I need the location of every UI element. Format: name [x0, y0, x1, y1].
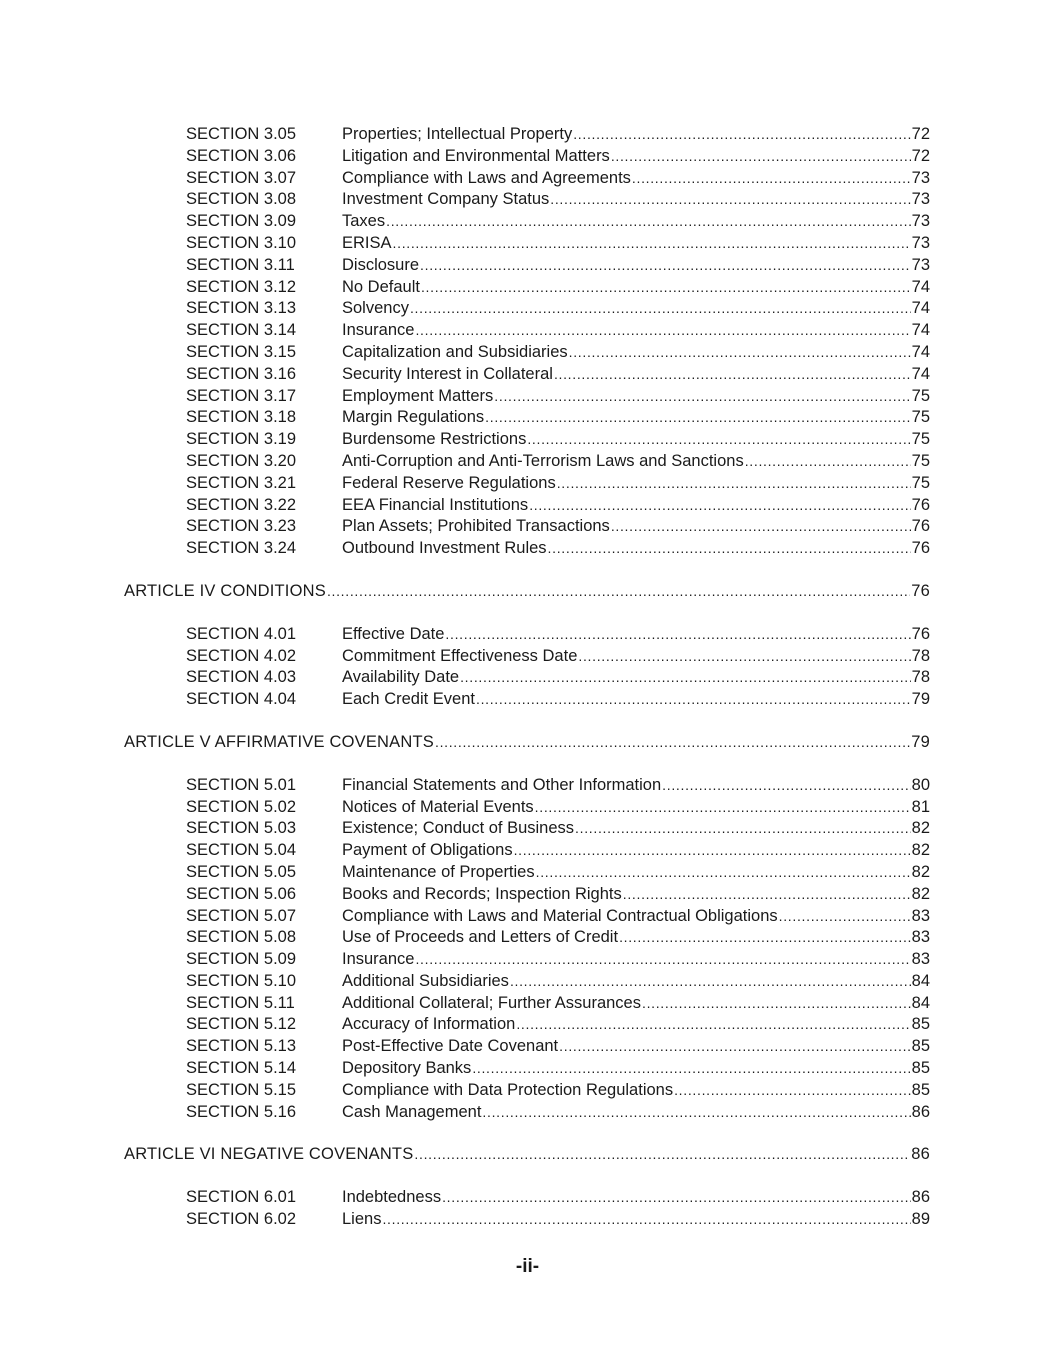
section-title: Compliance with Data Protection Regulations [342, 1080, 674, 1099]
toc-section-row[interactable] [0, 255, 1055, 277]
dot-leader [435, 732, 910, 754]
section-title: Notices of Material Events [342, 797, 534, 816]
section-page: 74 [911, 277, 930, 296]
section-number: SECTION 5.12 [186, 1015, 297, 1034]
section-entry [342, 862, 930, 884]
dot-leader [557, 473, 911, 495]
section-entry [342, 1187, 930, 1209]
section-title: Investment Company Status [342, 190, 550, 209]
dot-leader [632, 168, 911, 190]
dot-leader [410, 298, 911, 320]
section-title: No Default [342, 277, 420, 296]
section-page: 82 [911, 819, 930, 838]
table-of-contents [0, 124, 1055, 1231]
section-entry [342, 364, 930, 386]
section-number: SECTION 4.04 [186, 690, 297, 709]
toc-section-row[interactable] [0, 168, 1055, 190]
dot-leader [472, 1058, 910, 1080]
dot-leader [327, 581, 910, 603]
article-heading-5[interactable] [0, 732, 1055, 754]
section-group-article-6 [0, 1187, 1055, 1231]
dot-leader [674, 1080, 911, 1102]
section-title: Employment Matters [342, 386, 494, 405]
toc-section-row[interactable] [0, 277, 1055, 299]
section-title: Each Credit Event [342, 690, 475, 709]
toc-section-row[interactable] [0, 1187, 1055, 1209]
section-page: 72 [911, 146, 930, 165]
section-title: Federal Reserve Regulations [342, 473, 556, 492]
section-title: Availability Date [342, 668, 460, 687]
section-page: 73 [911, 212, 930, 231]
toc-section-row[interactable] [0, 211, 1055, 233]
page-number: -ii- [515, 1256, 540, 1277]
section-page: 75 [911, 451, 930, 470]
section-entry [342, 320, 930, 342]
spacer [0, 754, 1055, 775]
section-page: 76 [911, 495, 930, 514]
toc-section-row[interactable] [0, 298, 1055, 320]
section-title: Additional Collateral; Further Assurances [342, 993, 641, 1012]
section-entry [342, 775, 930, 797]
toc-section-row[interactable] [0, 386, 1055, 408]
section-page: 78 [911, 668, 930, 687]
spacer [0, 711, 1055, 732]
section-entry [342, 667, 930, 689]
section-page: 81 [911, 797, 930, 816]
section-title: Effective Date [342, 624, 445, 643]
dot-leader [420, 255, 911, 277]
section-entry [342, 1080, 930, 1102]
section-number: SECTION 5.07 [186, 906, 297, 925]
section-number: SECTION 3.19 [186, 430, 297, 449]
toc-section-row[interactable] [0, 993, 1055, 1015]
section-page: 75 [911, 473, 930, 492]
toc-section-row[interactable] [0, 516, 1055, 538]
section-page: 74 [911, 321, 930, 340]
dot-leader [485, 407, 910, 429]
toc-section-row[interactable] [0, 1080, 1055, 1102]
dot-leader [569, 342, 911, 364]
toc-section-row[interactable] [0, 646, 1055, 668]
section-number: SECTION 5.03 [186, 819, 297, 838]
section-number: SECTION 3.10 [186, 233, 297, 252]
toc-section-row[interactable] [0, 906, 1055, 928]
section-title: Litigation and Environmental Matters [342, 146, 610, 165]
toc-section-row[interactable] [0, 1102, 1055, 1124]
dot-leader [514, 840, 911, 862]
section-entry [342, 473, 930, 495]
spacer [0, 1123, 1055, 1144]
article-heading-6[interactable] [0, 1144, 1055, 1166]
section-number: SECTION 5.16 [186, 1102, 297, 1121]
section-number: SECTION 4.01 [186, 624, 297, 643]
dot-leader [386, 211, 911, 233]
section-entry [342, 538, 930, 560]
article-page: 76 [911, 581, 930, 600]
dot-leader [516, 1014, 910, 1036]
dot-leader [442, 1187, 911, 1209]
section-page: 75 [911, 386, 930, 405]
section-page: 83 [911, 928, 930, 947]
article-page: 86 [911, 1145, 930, 1164]
section-number: SECTION 4.02 [186, 646, 297, 665]
section-number: SECTION 3.15 [186, 342, 297, 361]
section-number: SECTION 5.01 [186, 775, 297, 794]
section-entry [342, 124, 930, 146]
dot-leader [460, 667, 911, 689]
section-entry [342, 516, 930, 538]
toc-section-row[interactable] [0, 189, 1055, 211]
section-entry [342, 971, 930, 993]
article-heading-4[interactable] [0, 581, 1055, 603]
section-group-article-4 [0, 624, 1055, 711]
dot-leader [611, 146, 911, 168]
dot-leader [642, 993, 911, 1015]
section-entry [342, 1102, 930, 1124]
section-title: Depository Banks [342, 1059, 472, 1078]
section-entry [342, 298, 930, 320]
dot-leader [554, 364, 911, 386]
section-page: 83 [911, 906, 930, 925]
section-page: 86 [911, 1102, 930, 1121]
section-entry [342, 797, 930, 819]
section-page: 85 [911, 1015, 930, 1034]
dot-leader [548, 538, 911, 560]
section-page: 79 [911, 690, 930, 709]
section-entry [342, 189, 930, 211]
toc-section-row[interactable] [0, 1014, 1055, 1036]
section-title: Anti-Corruption and Anti-Terrorism Laws and Sanctions [342, 451, 744, 470]
section-entry [342, 168, 930, 190]
toc-section-row[interactable] [0, 538, 1055, 560]
section-number: SECTION 3.06 [186, 146, 297, 165]
toc-section-row[interactable] [0, 342, 1055, 364]
section-title: ERISA [342, 233, 392, 252]
section-page: 75 [911, 430, 930, 449]
dot-leader [619, 927, 911, 949]
section-page: 73 [911, 233, 930, 252]
dot-leader [573, 124, 910, 146]
dot-leader [482, 1102, 910, 1124]
spacer [0, 1166, 1055, 1187]
dot-leader [527, 429, 910, 451]
section-title: EEA Financial Institutions [342, 495, 529, 514]
dot-leader [510, 971, 911, 993]
section-entry [342, 1036, 930, 1058]
section-number: SECTION 3.20 [186, 451, 297, 470]
section-entry [342, 1014, 930, 1036]
section-number: SECTION 3.21 [186, 473, 297, 492]
section-number: SECTION 5.09 [186, 950, 297, 969]
section-page: 84 [911, 993, 930, 1012]
toc-section-row[interactable] [0, 818, 1055, 840]
section-page: 76 [911, 624, 930, 643]
section-number: SECTION 5.04 [186, 841, 297, 860]
article-title: ARTICLE VI NEGATIVE COVENANTS [124, 1145, 414, 1164]
section-title: Cash Management [342, 1102, 482, 1121]
section-number: SECTION 3.07 [186, 168, 297, 187]
dot-leader [779, 906, 911, 928]
article-title: ARTICLE V AFFIRMATIVE COVENANTS [124, 732, 434, 751]
section-entry [342, 495, 930, 517]
toc-section-row[interactable] [0, 862, 1055, 884]
dot-leader [414, 1144, 910, 1166]
section-entry [342, 840, 930, 862]
toc-section-row[interactable] [0, 927, 1055, 949]
section-title: Burdensome Restrictions [342, 430, 527, 449]
section-number: SECTION 3.05 [186, 125, 297, 143]
dot-leader [559, 1036, 910, 1058]
section-number: SECTION 3.24 [186, 539, 297, 558]
toc-section-row[interactable] [0, 971, 1055, 993]
section-entry [342, 429, 930, 451]
section-entry [342, 255, 930, 277]
section-entry [342, 233, 930, 255]
section-title: Financial Statements and Other Information [342, 775, 662, 794]
section-number: SECTION 5.14 [186, 1059, 297, 1078]
section-number: SECTION 3.11 [186, 255, 295, 274]
section-number: SECTION 3.22 [186, 495, 297, 514]
section-number: SECTION 3.14 [186, 321, 297, 340]
section-entry [342, 884, 930, 906]
section-entry [342, 927, 930, 949]
section-title: Plan Assets; Prohibited Transactions [342, 517, 610, 536]
section-title: Commitment Effectiveness Date [342, 646, 578, 665]
section-number: SECTION 6.01 [186, 1188, 297, 1207]
toc-section-row[interactable] [0, 884, 1055, 906]
toc-section-row[interactable] [0, 667, 1055, 689]
section-number: SECTION 3.16 [186, 364, 297, 383]
section-page: 73 [911, 168, 930, 187]
section-number: SECTION 5.15 [186, 1080, 297, 1099]
dot-leader [578, 646, 910, 668]
toc-section-row[interactable] [0, 1209, 1055, 1231]
section-entry [342, 646, 930, 668]
section-page: 72 [911, 125, 930, 143]
toc-section-row[interactable] [0, 1058, 1055, 1080]
section-number: SECTION 3.18 [186, 408, 297, 427]
section-title: Properties; Intellectual Property [342, 125, 573, 143]
section-page: 83 [911, 950, 930, 969]
toc-section-row[interactable] [0, 797, 1055, 819]
section-page: 85 [911, 1059, 930, 1078]
section-entry [342, 342, 930, 364]
toc-section-row[interactable] [0, 949, 1055, 971]
section-page: 86 [911, 1188, 930, 1207]
section-page: 85 [911, 1080, 930, 1099]
section-page: 89 [911, 1210, 930, 1229]
section-page: 75 [911, 408, 930, 427]
section-number: SECTION 3.13 [186, 299, 297, 318]
section-group-article-3 [0, 124, 1055, 560]
spacer [0, 603, 1055, 624]
section-entry [342, 1209, 930, 1231]
section-page: 73 [911, 255, 930, 274]
section-title: Capitalization and Subsidiaries [342, 342, 568, 361]
dot-leader [536, 862, 911, 884]
dot-leader [421, 277, 911, 299]
section-page: 76 [911, 517, 930, 536]
toc-section-row[interactable] [0, 407, 1055, 429]
article-title: ARTICLE IV CONDITIONS [124, 581, 326, 600]
section-title: Outbound Investment Rules [342, 539, 547, 558]
dot-leader [494, 386, 910, 408]
section-title: Security Interest in Collateral [342, 364, 553, 383]
toc-section-row[interactable] [0, 124, 1055, 146]
toc-section-row[interactable] [0, 146, 1055, 168]
section-number: SECTION 4.03 [186, 668, 297, 687]
section-entry [342, 407, 930, 429]
section-page: 73 [911, 190, 930, 209]
section-title: Compliance with Laws and Agreements [342, 168, 631, 187]
dot-leader [611, 516, 911, 538]
section-title: Disclosure [342, 255, 420, 274]
section-title: Books and Records; Inspection Rights [342, 884, 622, 903]
toc-section-row[interactable] [0, 775, 1055, 797]
section-entry [342, 211, 930, 233]
section-title: Margin Regulations [342, 408, 485, 427]
dot-leader [476, 689, 911, 711]
dot-leader [529, 495, 910, 517]
section-title: Existence; Conduct of Business [342, 819, 575, 838]
section-page: 74 [911, 342, 930, 361]
toc-section-row[interactable] [0, 495, 1055, 517]
section-entry [342, 1058, 930, 1080]
section-title: Insurance [342, 321, 415, 340]
section-entry [342, 277, 930, 299]
section-page: 78 [911, 646, 930, 665]
dot-leader [415, 949, 910, 971]
section-title: Insurance [342, 950, 415, 969]
dot-leader [745, 451, 911, 473]
section-title: Accuracy of Information [342, 1015, 516, 1034]
section-title: Use of Proceeds and Letters of Credit [342, 928, 619, 947]
section-page: 74 [911, 364, 930, 383]
section-page: 85 [911, 1037, 930, 1056]
section-entry [342, 818, 930, 840]
dot-leader [382, 1209, 910, 1231]
toc-section-row[interactable] [0, 429, 1055, 451]
dot-leader [550, 189, 910, 211]
toc-section-row[interactable] [0, 1036, 1055, 1058]
section-entry [342, 906, 930, 928]
dot-leader [393, 233, 911, 255]
toc-section-row[interactable] [0, 689, 1055, 711]
section-entry [342, 451, 930, 473]
section-title: Liens [342, 1210, 382, 1229]
section-title: Taxes [342, 212, 386, 231]
section-title: Post-Effective Date Covenant [342, 1037, 559, 1056]
section-page: 76 [911, 539, 930, 558]
section-entry [342, 146, 930, 168]
section-number: SECTION 5.06 [186, 884, 297, 903]
section-number: SECTION 3.17 [186, 386, 297, 405]
dot-leader [623, 884, 911, 906]
toc-section-row[interactable] [0, 840, 1055, 862]
section-page: 80 [911, 775, 930, 794]
toc-section-row[interactable] [0, 320, 1055, 342]
toc-section-row[interactable] [0, 364, 1055, 386]
section-number: SECTION 3.09 [186, 212, 297, 231]
section-page: 74 [911, 299, 930, 318]
section-entry [342, 689, 930, 711]
toc-section-row[interactable] [0, 233, 1055, 255]
section-number: SECTION 5.10 [186, 971, 297, 990]
section-title: Indebtedness [342, 1188, 442, 1207]
toc-section-row[interactable] [0, 624, 1055, 646]
section-page: 84 [911, 971, 930, 990]
dot-leader [535, 797, 911, 819]
section-page: 82 [911, 862, 930, 881]
section-entry [342, 949, 930, 971]
section-number: SECTION 5.13 [186, 1037, 297, 1056]
spacer [0, 560, 1055, 581]
section-number: SECTION 5.02 [186, 797, 297, 816]
section-number: SECTION 6.02 [186, 1210, 297, 1229]
toc-section-row[interactable] [0, 473, 1055, 495]
section-number: SECTION 5.11 [186, 993, 295, 1012]
article-page: 79 [911, 732, 930, 751]
toc-section-row[interactable] [0, 451, 1055, 473]
section-group-article-5 [0, 775, 1055, 1124]
dot-leader [445, 624, 910, 646]
section-number: SECTION 3.23 [186, 517, 297, 536]
section-title: Additional Subsidiaries [342, 971, 509, 990]
section-number: SECTION 3.12 [186, 277, 297, 296]
section-number: SECTION 3.08 [186, 190, 297, 209]
section-number: SECTION 5.05 [186, 862, 297, 881]
dot-leader [662, 775, 910, 797]
section-entry [342, 993, 930, 1015]
section-number: SECTION 5.08 [186, 928, 297, 947]
section-page: 82 [911, 884, 930, 903]
section-entry [342, 386, 930, 408]
dot-leader [575, 818, 911, 840]
dot-leader [415, 320, 910, 342]
section-page: 82 [911, 841, 930, 860]
section-title: Maintenance of Properties [342, 862, 535, 881]
section-title: Payment of Obligations [342, 841, 513, 860]
section-entry [342, 624, 930, 646]
section-title: Solvency [342, 299, 409, 318]
section-title: Compliance with Laws and Material Contractual Obligations [342, 906, 778, 925]
